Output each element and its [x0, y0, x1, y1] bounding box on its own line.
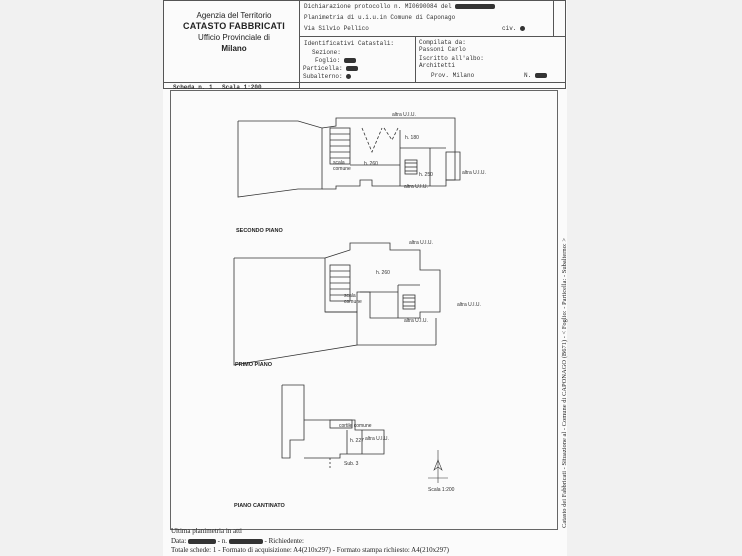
label-scale: Scala 1:200 [428, 487, 455, 493]
label-altra-uiu: altra U.I.U. [392, 112, 416, 118]
label-altra-uiu: altra U.I.U. [457, 302, 481, 308]
label-altra-uiu: altra U.I.U. [404, 184, 428, 190]
label-scala-comune: scala comune [333, 160, 351, 172]
num-label: N. [524, 72, 532, 79]
footer-format-line: Totale schede: 1 - Formato di acquisizione: A4(210x297) - Formato stampa richiesto: A4(210x297) [171, 546, 449, 554]
first-floor-plan [234, 243, 440, 365]
floor-title-second: SECONDO PIANO [236, 228, 283, 234]
particella-label: Particella: [303, 65, 343, 72]
redaction [188, 539, 216, 544]
scala-label: Scala 1:200 [222, 84, 262, 91]
footer-number-label: - n. [217, 537, 228, 545]
footer-data-line [171, 537, 304, 545]
foglio-label: Foglio: [315, 57, 341, 64]
city-name: Milano [221, 44, 247, 53]
protocol-text: Dichiarazione protocollo n. MI0690084 del [304, 3, 452, 10]
label-height: h. 250 [419, 172, 433, 178]
scheda-label: Scheda n. 1 [173, 84, 213, 91]
subalterno-label: Subalterno: [303, 73, 343, 80]
north-arrow [428, 450, 448, 483]
albo-value: Architetti [419, 62, 456, 69]
civ-label: civ. [502, 25, 517, 32]
office-name: Ufficio Provinciale di [198, 33, 270, 42]
label-scala-comune: scala comune [344, 293, 362, 305]
sezione-label: Sezione: [312, 49, 341, 56]
redaction [229, 539, 263, 544]
address: Via Silvio Pellico [304, 25, 369, 32]
label-altra-uiu: altra U.I.U. [404, 318, 428, 324]
label-height: h. 180 [405, 135, 419, 141]
label-sub: Sub. 3 [344, 461, 359, 467]
footer-last-plan: Ultima planimetria in atti [171, 527, 242, 535]
label-altra-uiu: altra U.I.U. [365, 436, 389, 442]
label-height: h. 260 [364, 161, 378, 167]
catasto-title: CATASTO FABBRICATI [183, 21, 285, 31]
albo-label: Iscritto all'albo: [419, 55, 484, 62]
label-altra-uiu: altra U.I.U. [409, 240, 433, 246]
compiled-title: Compilata da: [419, 39, 466, 46]
label-height: h. 227 [350, 438, 364, 444]
label-height: h. 260 [376, 270, 390, 276]
floor-title-basement: PIANO CANTINATO [234, 503, 285, 509]
ident-title: Identificativi Catastali: [304, 40, 395, 47]
side-reference: Catasto dei Fabbricati - Situazione al - Comune di CAPONAGO (B671) - < Foglio: - Particella: - Subalterno: > [561, 237, 568, 528]
footer-requester-label: - Richiedente: [264, 537, 304, 545]
compiler-name: Passoni Carlo [419, 46, 466, 53]
footer-date-label: Data: [171, 537, 187, 545]
plan-title: Planimetria di u.i.u.in Comune di Caponago [304, 14, 456, 21]
agency-name: Agenzia del Territorio [196, 11, 272, 20]
label-altra-uiu: altra U.I.U. [462, 170, 486, 176]
floor-title-first: PRIMO PIANO [235, 362, 272, 368]
label-cortile-comune: cortile comune [339, 423, 372, 429]
prov-label: Prov. Milano [431, 72, 475, 79]
